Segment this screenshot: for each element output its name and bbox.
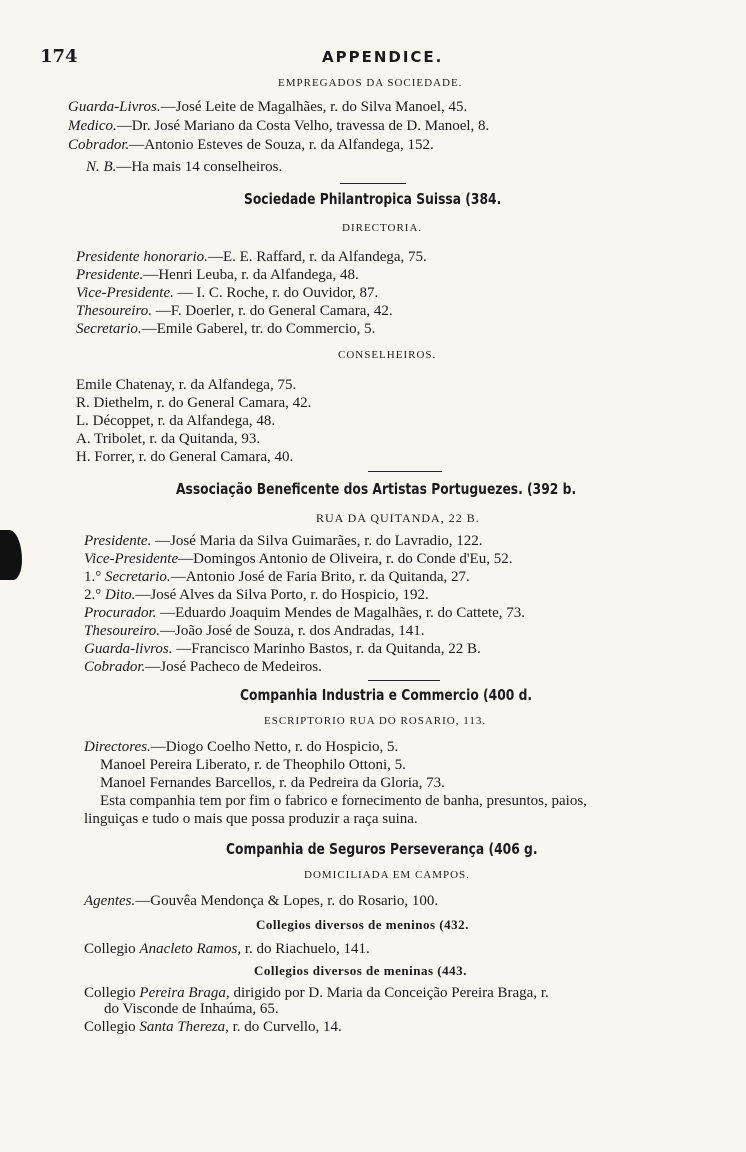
collegio-name: Santa Thereza, xyxy=(139,1019,229,1035)
entry-text: r. do Riachuelo, 141. xyxy=(241,941,370,957)
entry-text: —Eduardo Joaquim Mendes de Magalhães, r. do Cattete, 73. xyxy=(156,605,526,621)
section-heading-empregados: EMPREGADOS DA SOCIEDADE. xyxy=(278,77,463,89)
entry-guarda-livros xyxy=(84,642,481,657)
role-label: Dito. xyxy=(105,587,136,603)
role-label: Secretario. xyxy=(76,321,142,337)
role-label: Vice-Presidente. xyxy=(76,285,174,301)
section-title-suissa: Sociedade Philantropica Suissa (384. xyxy=(244,190,502,208)
role-label: Thesoureiro. xyxy=(84,623,160,639)
entry-secretario-1 xyxy=(84,570,470,585)
role-label: Presidente. xyxy=(76,267,144,283)
description-line: Esta companhia tem por fim o fabrico e fornecimento de banha, presuntos, paios, xyxy=(100,793,587,809)
list-item: A. Tribolet, r. da Quitanda, 93. xyxy=(76,431,261,447)
entry-guarda-livros xyxy=(68,100,467,115)
entry-secretario xyxy=(76,322,375,337)
role-label: Thesoureiro. xyxy=(76,303,152,319)
entry-prefix: Collegio xyxy=(84,1019,140,1035)
entry-text: —Henri Leuba, r. da Alfandega, 48. xyxy=(143,267,359,283)
entry-text: —João José de Souza, r. dos Andradas, 141. xyxy=(159,623,425,639)
collegio-name: Pereira Braga, xyxy=(139,985,230,1001)
ink-stain xyxy=(0,530,22,580)
entry-procurador xyxy=(84,606,525,621)
page-number: 174 xyxy=(40,46,78,67)
section-title-industria: Companhia Industria e Commercio (400 d. xyxy=(240,686,533,704)
entry-collegio xyxy=(84,942,370,957)
role-label: Medico. xyxy=(68,118,117,134)
entry-text: —Diogo Coelho Netto, r. do Hospicio, 5. xyxy=(150,739,399,755)
entry-vice-presidente xyxy=(84,552,512,567)
entry-text: —F. Doerler, r. do General Camara, 42. xyxy=(151,303,393,319)
list-item: L. Décoppet, r. da Alfandega, 48. xyxy=(76,413,276,429)
entry-medico xyxy=(68,119,489,134)
entry-collegio xyxy=(84,986,549,1001)
section-title-meninos: Collegios diversos de meninos (432. xyxy=(256,917,469,932)
subheading-address: DOMICILIADA EM CAMPOS. xyxy=(304,869,470,881)
entry-text: —José Leite de Magalhães, r. do Silva Manoel, 45. xyxy=(160,99,468,115)
note-nb xyxy=(86,160,282,175)
role-label: Cobrador. xyxy=(84,659,146,675)
entry-thesoureiro xyxy=(84,624,425,639)
entry-text: —José Maria da Silva Guimarães, r. do Lavradio, 122. xyxy=(151,533,483,549)
section-title-seguros: Companhia de Seguros Perseverança (406 g. xyxy=(226,840,538,858)
entry-text: —Antonio Esteves de Souza, r. da Alfandega, 152. xyxy=(129,137,434,153)
subheading-conselheiros: CONSELHEIROS. xyxy=(338,349,437,361)
entry-text: —Gouvêa Mendonça & Lopes, r. do Rosario, 100. xyxy=(135,893,439,909)
running-title: APPENDICE. xyxy=(322,48,444,66)
section-title-meninas: Collegios diversos de meninas (443. xyxy=(254,963,467,978)
nb-label: N. B. xyxy=(86,159,117,175)
entry-continuation: do Visconde de Inhaúma, 65. xyxy=(104,1001,279,1017)
list-item: Emile Chatenay, r. da Alfandega, 75. xyxy=(76,377,297,393)
ordinal: 1.° xyxy=(84,569,105,585)
entry-text: —Antonio José de Faria Brito, r. da Quitanda, 27. xyxy=(170,569,470,585)
entry-text: —E. E. Raffard, r. da Alfandega, 75. xyxy=(207,249,427,265)
entry-text: — I. C. Roche, r. do Ouvidor, 87. xyxy=(173,285,379,301)
role-label: Presidente honorario. xyxy=(76,249,208,265)
entry-text: —Dr. José Mariano da Costa Velho, travessa de D. Manoel, 8. xyxy=(116,118,490,134)
nb-text: —Ha mais 14 conselheiros. xyxy=(116,159,283,175)
role-label: Guarda-Livros. xyxy=(68,99,161,115)
entry-prefix: Collegio xyxy=(84,985,140,1001)
role-label: Directores. xyxy=(84,739,151,755)
entry-text: dirigido por D. Maria da Conceição Pereira Braga, r. xyxy=(229,985,549,1001)
role-label: Guarda-livros. xyxy=(84,641,173,657)
role-label: Procurador. xyxy=(84,605,157,621)
entry-text: r. do Curvello, 14. xyxy=(228,1019,342,1035)
entry-secretario-2 xyxy=(84,588,429,603)
collegio-name: Anacleto Ramos, xyxy=(139,941,242,957)
section-divider xyxy=(340,183,406,184)
entry-vice-presidente xyxy=(76,286,378,301)
section-divider xyxy=(368,471,442,472)
entry-text: —José Pacheco de Medeiros. xyxy=(145,659,322,675)
list-item: R. Diethelm, r. do General Camara, 42. xyxy=(76,395,312,411)
entry-text: —Emile Gaberel, tr. do Commercio, 5. xyxy=(141,321,376,337)
entry-text: —Domingos Antonio de Oliveira, r. do Conde d'Eu, 52. xyxy=(178,551,513,567)
role-label: Cobrador. xyxy=(68,137,130,153)
section-title-artistas: Associação Beneficente dos Artistas Portuguezes. (392 b. xyxy=(176,480,577,498)
subheading-directoria: DIRECTORIA. xyxy=(342,222,423,234)
list-item: Manoel Fernandes Barcellos, r. da Pedreira da Gloria, 73. xyxy=(100,775,445,791)
list-item: H. Forrer, r. do General Camara, 40. xyxy=(76,449,294,465)
entry-text: —Francisco Marinho Bastos, r. da Quitanda, 22 B. xyxy=(172,641,481,657)
subheading-address: ESCRIPTORIO RUA DO ROSARIO, 113. xyxy=(264,715,487,727)
ordinal: 2.° xyxy=(84,587,105,603)
role-label: Presidente. xyxy=(84,533,152,549)
entry-presidente xyxy=(76,268,359,283)
role-label: Agentes. xyxy=(84,893,136,909)
section-divider xyxy=(368,680,440,681)
entry-cobrador xyxy=(68,138,434,153)
role-label: Vice-Presidente xyxy=(84,551,179,567)
role-label: Secretario. xyxy=(105,569,171,585)
description-line: linguiças e tudo o mais que possa produzir a raça suina. xyxy=(84,811,418,827)
list-item: Manoel Pereira Liberato, r. de Theophilo Ottoni, 5. xyxy=(100,757,406,773)
entry-thesoureiro xyxy=(76,304,393,319)
entry-collegio xyxy=(84,1020,342,1035)
entry-agentes xyxy=(84,894,438,909)
entry-prefix: Collegio xyxy=(84,941,140,957)
entry-directores xyxy=(84,740,398,755)
entry-presidente-honorario xyxy=(76,250,427,265)
subheading-address: RUA DA QUITANDA, 22 B. xyxy=(316,511,480,525)
entry-presidente xyxy=(84,534,483,549)
entry-cobrador xyxy=(84,660,322,675)
entry-text: —José Alves da Silva Porto, r. do Hospicio, 192. xyxy=(135,587,429,603)
